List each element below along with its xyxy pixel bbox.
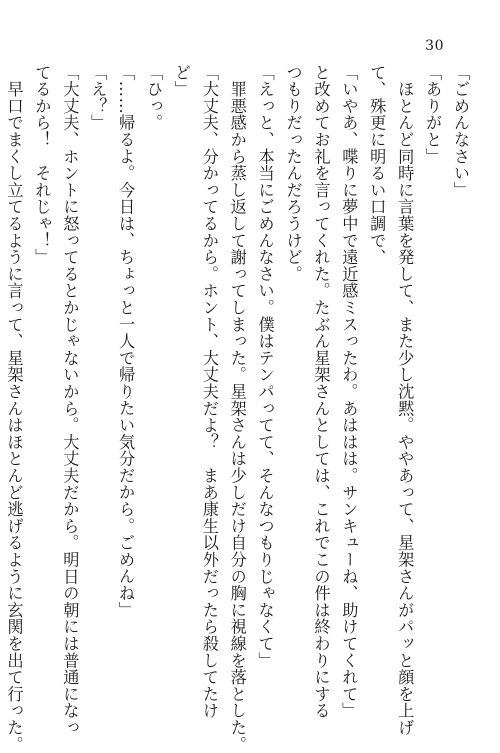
text-line: 罪悪感から蒸し返して謝ってしまった。星架さんは少しだけ自分の胸に視線を落とした。 [227, 64, 247, 753]
text-line: 早口でまくし立てるように言って、星架さんはほとんど逃げるように玄関を出て行った。 [4, 64, 24, 753]
text-line: 「えっと、本当にごめんなさい。僕はテンパってて、そんなつもりじゃなくて」 [255, 64, 275, 669]
text-line: つもりだったんだろうけど。 [283, 64, 303, 283]
text-line: て、殊更に明るい口調で、 [367, 64, 387, 266]
text-line: ほとんど同時に言葉を発して、また少し沈黙。ややあって、星架さんがパッと顔を上げ [395, 64, 415, 736]
text-line: 「え？」 [88, 64, 108, 132]
text-line: 「いやあ、喋りに夢中で遠近感ミスったわ。あははは。サンキューね、助けてくれて」 [339, 64, 359, 720]
text-line: 「大丈夫、分かってるから。ホント、大丈夫だよ？ まあ康生以外だったら殺してたけ [199, 64, 219, 720]
text-line: 「ごめんなさい」 [451, 64, 470, 199]
text-line: ど」 [171, 64, 191, 98]
body-text [4, 64, 474, 753]
text-line: 「……帰るよ。今日は、ちょっと一人で帰りたい気分だから。ごめんね」 [116, 64, 136, 619]
text-line: てるから！ それじゃ！」 [32, 64, 52, 266]
text-line: と改めてお礼を言ってくれた。たぶん星架さんとしては、これでこの件は終わりにする [311, 64, 331, 720]
page-number: 30 [425, 38, 444, 54]
text-line: 「ありがと」 [423, 64, 443, 165]
text-line: 「ひっ。 [144, 64, 164, 132]
text-line: 「大丈夫、ホントに怒ってるとかじゃないから。大丈夫だから。明日の朝には普通になっ [60, 64, 80, 736]
